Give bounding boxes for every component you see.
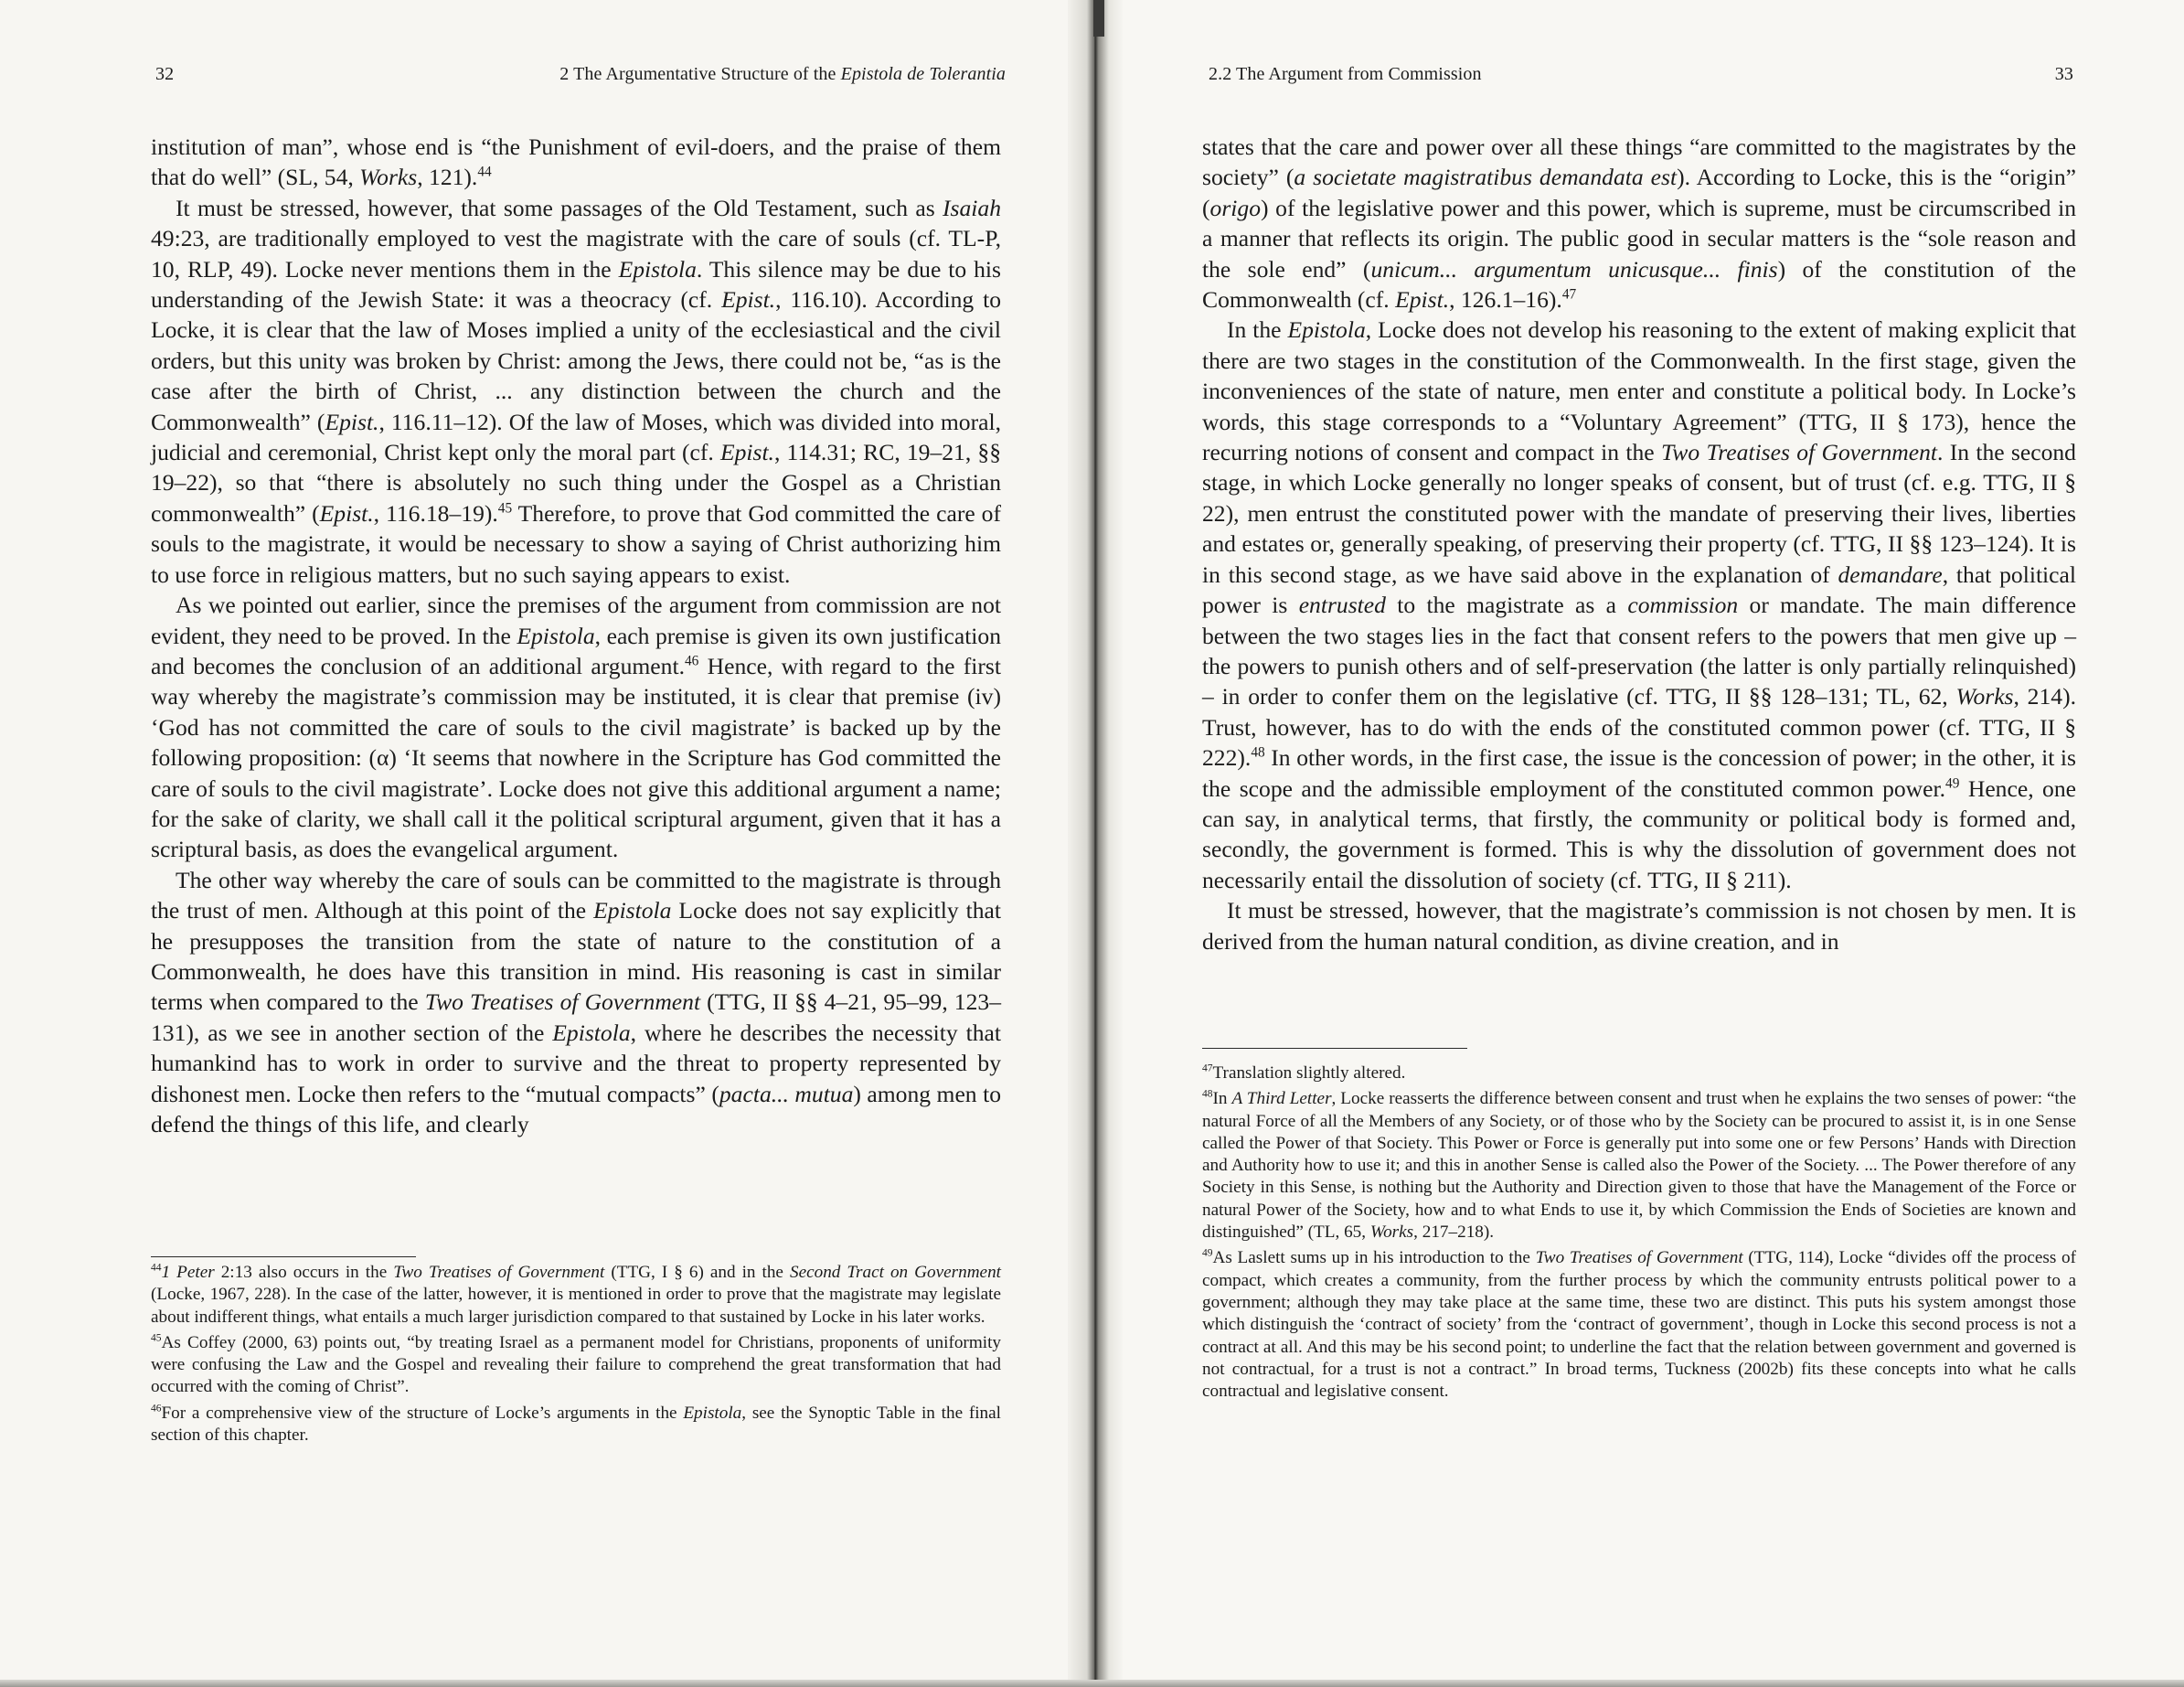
left-body-text xyxy=(151,132,1001,1139)
footnote-47: $^{47}$Translation slightly altered. xyxy=(1202,1062,1406,1083)
footnote-49: $^{49}$As Laslett sums up in his introduction to the Two Treatises of Government (TTG, 114), Locke “divides off the process of compact, which creates a community, from the further process by which the community entrusts political power to a government; although they may take place at the same time, these two are distinct. This puts his system amongst those which distinguish the ‘contract of society’ from the ‘contract of government’, though in Locke this second process is not a contract at all. And this may be his second point; to underline the fact that the relation between government and governed is not contractual, for a trust is not a contract.” In broad terms, Tuckness (2002b) fits these concepts into what he calls contractual and legislative consent. xyxy=(1202,1247,2076,1402)
right-footnotes xyxy=(1202,1062,2076,1406)
right-paragraph-1: states that the care and power over all these things “are committed to the magistrates by the society” (a societate magistratibus demandata est). According to Locke, this is the “origin” (origo) of the legislative power and this power, which is supreme, must be circumscribed in a manner that reflects its origin. The public good in secular matters is the “sole reason and the sole end” (unicum... argumentum unicusque... finis) of the constitution of the Commonwealth (cf. Epist., 126.1–16).$^{47}$ xyxy=(1202,133,2076,314)
right-paragraph-2: In the Epistola, Locke does not develop his reasoning to the extent of making explicit that there are two stages in the constitution of the Commonwealth. In the first stage, given the inconveniences of the state of nature, men enter and constitute a political body. In Locke’s words, this stage corresponds to a “Voluntary Agreement” (TTG, II § 173), hence the recurring notions of consent and compact in the Two Treatises of Government. In the second stage, in which Locke generally no longer speaks of consent, but of trust (cf. e.g. TTG, II § 22), men entrust the constituted power with the mandate of preserving their lives, liberties and estates or, generally speaking, of preserving their property (cf. TTG, II §§ 123–124). It is in this second stage, as we have said above in the explanation of demandare, that political power is entrusted to the magistrate as a commission or mandate. The main difference between the two stages lies in the fact that consent refers to the powers that men give up – the powers to punish others and of self-preservation (the latter is only partially relinquished) – in order to confer them on the legislative (cf. TTG, II §§ 128–131; TL, 62, Works, 214). Trust, however, has to do with the ends of the constituted common power (cf. TTG, II § 222).$^{48}$ In other words, in the first case, the issue is the concession of power; in the other, it is the scope and the admissible employment of the constituted common power.$^{49}$ Hence, one can say, in analytical terms, that firstly, the community or political body is formed and, secondly, the government is formed. This is why the dissolution of government does not necessarily entail the dissolution of society (cf. TTG, II § 211). xyxy=(1202,316,2077,893)
footnote-45: $^{45}$As Coffey (2000, 63) points out, “by treating Israel as a permanent model for Christians, proponents of uniformity were confusing the Law and the Gospel and revealing their failure to comprehend the great transformation that had occurred with the coming of Christ”. xyxy=(151,1332,1001,1397)
left-paragraph-4: The other way whereby the care of souls can be committed to the magistrate is through the trust of men. Although at this point of the Epistola Locke does not say explicitly that he presupposes the transition from the state of nature to the constitution of a Commonwealth, he does have this transition in mind. His reasoning is cast in similar terms when compared to the Two Treatises of Government (TTG, II §§ 4–21, 95–99, 123–131), as we see in another section of the Epistola, where he describes the necessity that humankind has to work in order to survive and the threat to property represented by dishonest men. Locke then refers to the “mutual compacts” (pacta... mutua) among men to defend the things of this life, and clearly xyxy=(151,866,1001,1137)
page-number-right: 33 xyxy=(2054,64,2073,84)
right-footnote-rule xyxy=(1202,1048,1467,1049)
running-head-left-text: 2 The Argumentative Structure of the xyxy=(559,64,841,84)
left-paragraph-2: It must be stressed, however, that some passages of the Old Testament, such as Isaiah 49:23, are traditionally employed to vest the magistrate with the care of souls (cf. TL-P, 10, RLP, 49). Locke never mentions them in the Epistola. This silence may be due to his understanding of the Jewish State: it was a theocracy (cf. Epist., 116.10). According to Locke, it is clear that the law of Moses implied a unity of the ecclesiastical and the civil orders, but this unity was broken by Christ: among the Jews, there could not be, “as is the case after the birth of Christ, ... any distinction between the church and the Commonwealth” (Epist., 116.11–12). Of the law of Moses, which was divided into moral, judicial and ceremonial, Christ kept only the moral part (cf. Epist., 114.31; RC, 19–21, §§ 19–22), so that “there is absolutely no such thing under the Gospel as a Christian commonwealth” (Epist., 116.18–19).$^{45}$ Therefore, to prove that God committed the care of souls to the magistrate, it would be necessary to show a saying of Christ authorizing him to use force in religious matters, but no such saying appears to exist. xyxy=(151,194,1002,588)
left-paragraph-3: As we pointed out earlier, since the premises of the argument from commission are not evident, they need to be proved. In the Epistola, each premise is given its own justification and becomes the conclusion of an additional argument.$^{46}$ Hence, with regard to the first way whereby the magistrate’s commission may be instituted, it is clear that premise (iv) ‘God has not committed the care of souls to the civil magistrate’ is backed up by the following proposition: (α) ‘It seems that nowhere in the Scripture has God committed the care of souls to the civil magistrate’. Locke does not give this additional argument a name; for the sake of clarity, we shall call it the political scriptural argument, given that it has a scriptural basis, as does the evangelical argument. xyxy=(151,592,1002,863)
page-number-left: 32 xyxy=(155,64,175,84)
book-gutter xyxy=(1068,0,1123,1687)
footnote-44: $^{44}$1 Peter 2:13 also occurs in the Two Treatises of Government (TTG, I § 6) and in the Second Tract on Government (Locke, 1967, 228). In the case of the latter, however, it is mentioned in order to prove that the magistrate may legislate about indifferent things, what entails a much larger jurisdiction compared to that sustained by Locke in his later works. xyxy=(151,1262,1001,1327)
running-head-left-italic: Epistola de Tolerantia xyxy=(840,64,1006,84)
page-bottom-edge xyxy=(0,1680,2184,1687)
right-page xyxy=(1102,0,2184,1687)
running-head-left xyxy=(559,64,1006,85)
left-footnote-rule xyxy=(151,1256,416,1257)
footnote-46: $^{46}$For a comprehensive view of the structure of Locke’s arguments in the Epistola, see the Synoptic Table in the final section of this chapter. xyxy=(151,1403,1001,1446)
right-paragraph-3: It must be stressed, however, that the magistrate’s commission is not chosen by men. It is derived from the human natural condition, as divine creation, and in xyxy=(1202,897,2076,955)
left-page xyxy=(0,0,1088,1687)
running-head-right: 2.2 The Argument from Commission xyxy=(1209,64,1482,84)
right-body-text xyxy=(1202,132,2076,956)
left-footnotes xyxy=(151,1262,1001,1450)
left-paragraph-1: institution of man”, whose end is “the Punishment of evil-doers, and the praise of them that do well” (SL, 54, Works, 121).$^{44}$ xyxy=(151,133,1001,191)
footnote-48: $^{48}$In A Third Letter, Locke reasserts the difference between consent and trust when he explains the two senses of power: “the natural Force of all the Members of any Society, or of those who by the Society can be procured to assist it, is in one Sense called the Power of that Society. This Power or Force is generally put into some one or few Persons’ Hands with Direction and Authority how to use it; and this in another Sense is called also the Power of the Society. ... The Power therefore of any Society in this Sense, is nothing but the Authority and Direction given to those that have the Management of the Force or natural Power of the Society, how and to what Ends to use it, by which Commission the Ends of Societies are known and distinguished” (TL, 65, Works, 217–218). xyxy=(1202,1088,2076,1243)
spine-shadow xyxy=(1093,0,1104,37)
